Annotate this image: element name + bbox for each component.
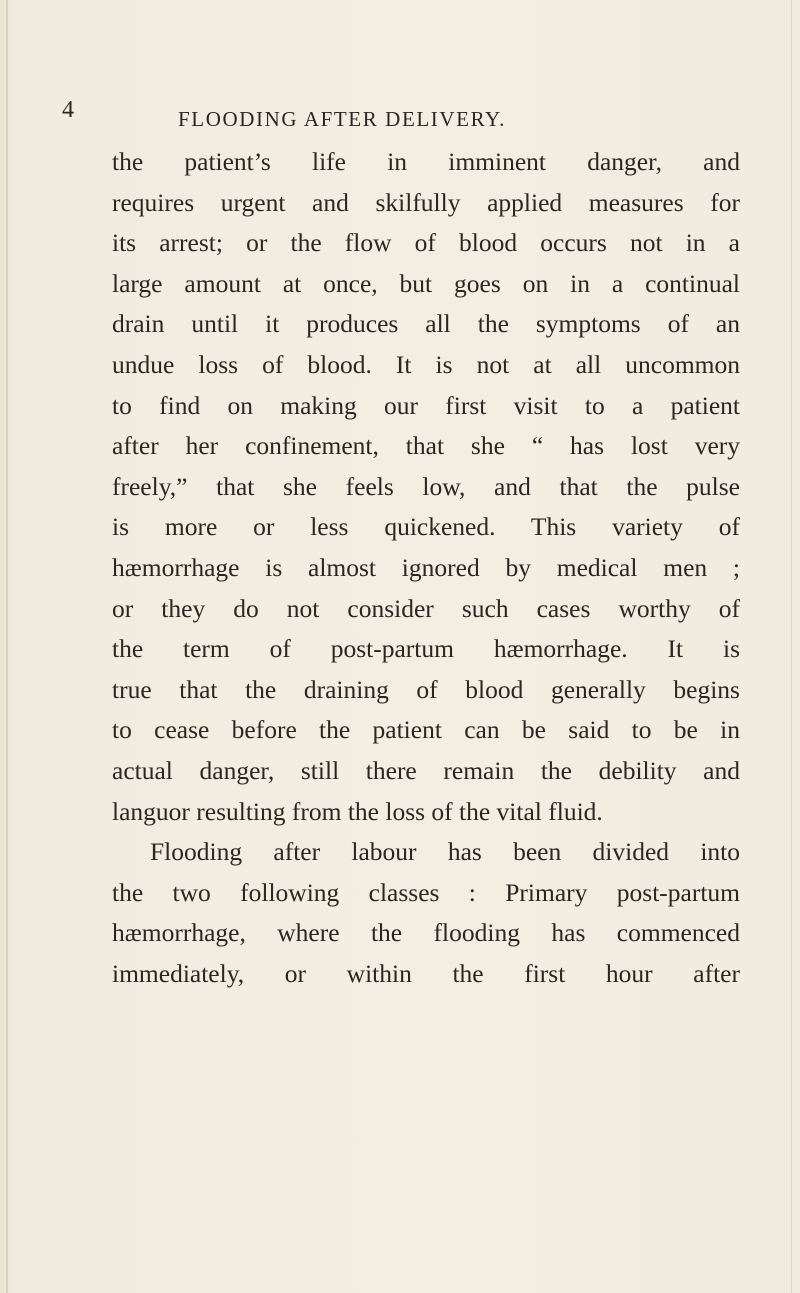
text-line: to find on making our first visit to a patient — [112, 390, 740, 420]
text-line: hæmorrhage, where the flooding has commenced — [112, 918, 740, 948]
text-line: to cease before the patient can be said to be in — [112, 715, 740, 745]
body-text — [112, 142, 740, 994]
text-line: or they do not consider such cases worthy of — [112, 593, 740, 623]
text-line: immediately, or within the first hour after — [112, 958, 740, 988]
text-line: drain until it produces all the symptoms of an — [112, 309, 740, 339]
text-line: the term of post-partum hæmorrhage. It is — [112, 634, 740, 664]
text-line: languor resulting from the loss of the vital fluid. — [112, 796, 603, 826]
text-line: freely,” that she feels low, and that the pulse — [112, 471, 740, 501]
text-line: large amount at once, but goes on in a continual — [112, 268, 740, 298]
text-line: true that the draining of blood generally begins — [112, 674, 740, 704]
text-line: is more or less quickened. This variety of — [112, 512, 740, 542]
text-line-paragraph-start: Flooding after labour has been divided into — [150, 837, 740, 867]
text-line: the two following classes : Primary post-partum — [112, 877, 740, 907]
text-line: after her confinement, that she “ has lost very — [112, 431, 740, 461]
page-right-edge — [791, 0, 792, 1293]
text-line: its arrest; or the flow of blood occurs not in a — [112, 228, 740, 258]
text-line: the patient’s life in imminent danger, and — [112, 147, 740, 176]
page-number: 4 — [62, 97, 74, 123]
running-head: FLOODING AFTER DELIVERY. — [178, 107, 506, 131]
text-line: undue loss of blood. It is not at all uncommon — [112, 349, 740, 379]
text-line: actual danger, still there remain the debility and — [112, 755, 740, 785]
page-left-edge — [6, 0, 8, 1293]
text-line: hæmorrhage is almost ignored by medical men ; — [112, 552, 740, 582]
text-line: requires urgent and skilfully applied measures for — [112, 187, 740, 217]
